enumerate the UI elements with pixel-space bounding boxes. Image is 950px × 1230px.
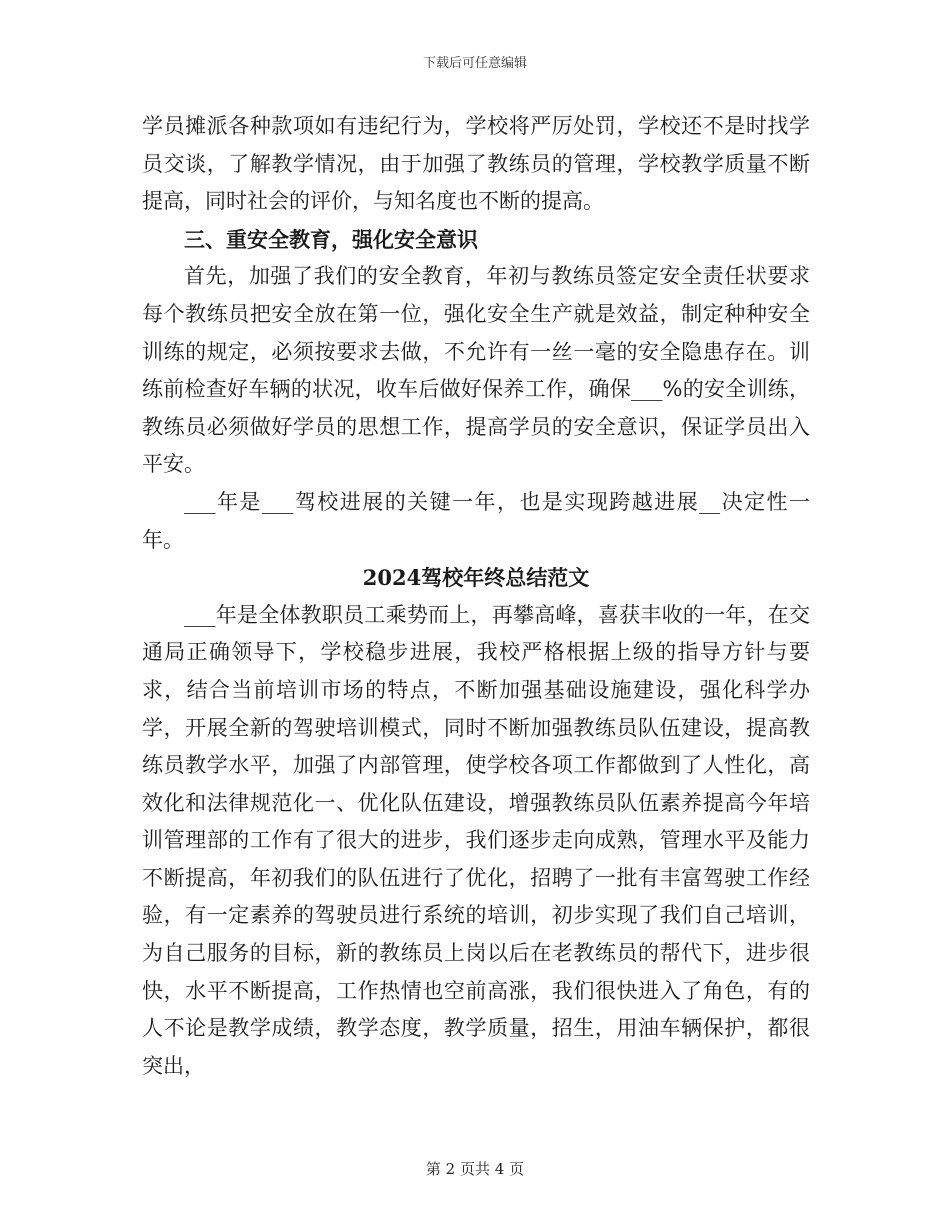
paragraph-safety-education: 首先，加强了我们的安全教育，年初与教练员签定安全责任状要求每个教练员把安全放在第一位，强化安全生产就是效益，制定种种安全训练的规定，必须按要求去做，不允许有一丝一毫的安全隐患存在。训练前检查好车辆的状况，收车后做好保养工作，确保___%的安全训练，教练员必须做好学员的思想工作，提高学员的安全意识，保证学员出入平安。 [142,264,810,477]
page-header: 下载后可任意编辑 [422,56,527,71]
paragraph-key-year: ___年是___驾校进展的关键一年，也是实现跨越进展__决定性一年。 [142,489,810,552]
paragraph-continued: 学员摊派各种款项如有违纪行为，学校将严厉处罚，学校还不是时找学员交谈，了解教学情况，由于加强了教练员的管理，学校教学质量不断提高，同时社会的评价，与知名度也不断的提高。 [142,114,810,214]
document-body [142,108,810,1085]
document-title: 2024驾校年终总结范文 [362,565,590,591]
paragraph-summary: ___年是全体教职员工乘势而上，再攀高峰，喜获丰收的一年，在交通局正确领导下，学校稳步进展，我校严格根据上级的指导方针与要求，结合当前培训市场的特点，不断加强基础设施建设，强化科学办学，开展全新的驾驶培训模式，同时不断加强教练员队伍建设，提高教练员教学水平，加强了内部管理，使学校各项工作都做到了人性化，高效化和法律规范化一、优化队伍建设，增强教练员队伍素养提高今年培训管理部的工作有了很大的进步，我们逐步走向成熟，管理水平及能力不断提高，年初我们的队伍进行了优化，招聘了一批有丰富驾驶工作经验，有一定素养的驾驶员进行系统的培训，初步实现了我们自己培训，为自己服务的目标，新的教练员上岗以后在老教练员的帮代下，进步很快，水平不断提高，工作热情也空前高涨，我们很快进入了角色，有的人不论是教学成绩，教学态度，教学质量，招生，用油车辆保护，都很突出， [142,602,810,1078]
section-heading-safety: 三、重安全教育，强化安全意识 [184,226,478,252]
page-footer: 第 2 页共 4 页 [425,1160,525,1178]
